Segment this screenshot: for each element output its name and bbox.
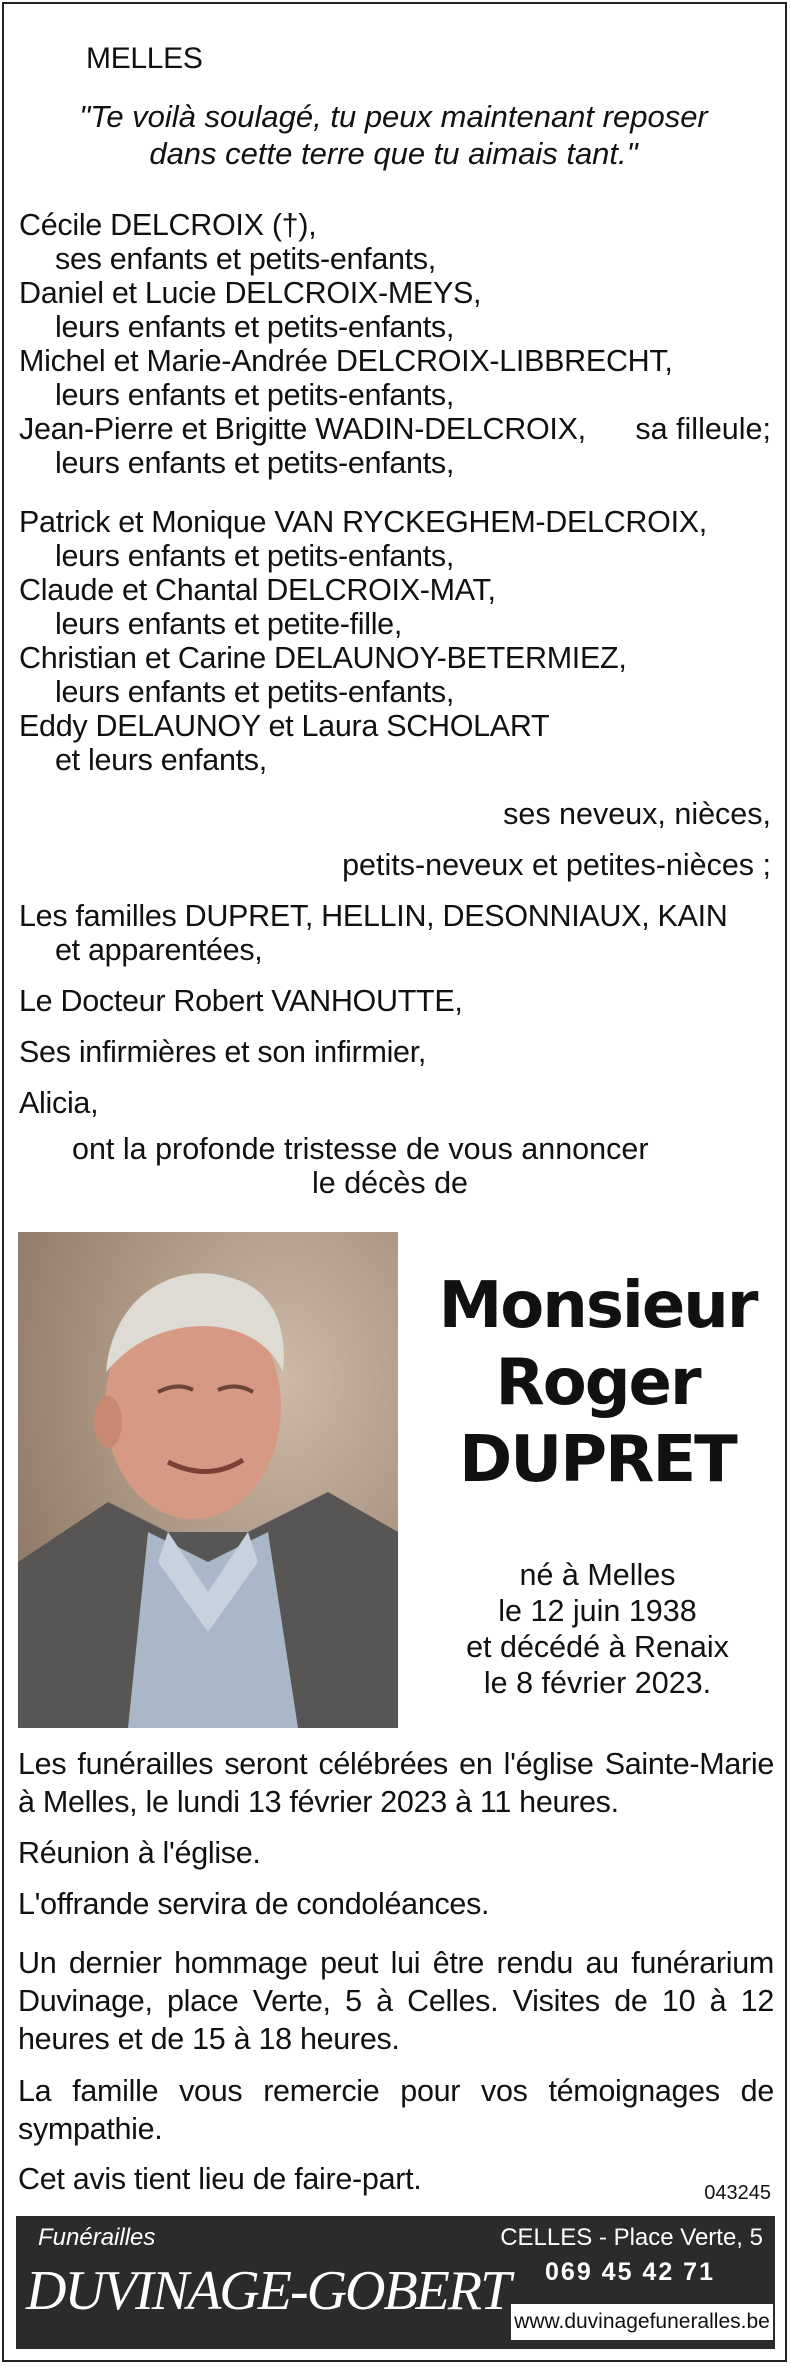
- family-line: Cécile DELCROIX (†),: [19, 208, 317, 242]
- funeral-details: Les funérailles seront célébrées en l'église Sainte-Marie à Melles, le lundi 13 février 2023 à 11 heures.: [18, 1747, 774, 1819]
- announcement-line: ont la profonde tristesse de vous annoncer: [72, 1132, 649, 1166]
- family-line: Patrick et Monique VAN RYCKEGHEM-DELCROIX,: [19, 505, 707, 539]
- funeral-home-banner: [16, 2216, 775, 2349]
- quote-line-1: "Te voilà soulagé, tu peux maintenant reposer: [79, 99, 708, 134]
- family-line: Claude et Chantal DELCROIX-MAT,: [19, 573, 496, 607]
- family-line: et leurs enfants,: [55, 743, 267, 777]
- deceased-first-name: Roger: [495, 1346, 700, 1420]
- banner-phone: 069 45 42 71: [545, 2258, 715, 2286]
- portrait-photo: [18, 1232, 398, 1728]
- family-line: Alicia,: [19, 1086, 99, 1120]
- meeting-note: Réunion à l'église.: [18, 1836, 261, 1870]
- offering-note: L'offrande servira de condoléances.: [18, 1887, 490, 1921]
- family-line: Michel et Marie-Andrée DELCROIX-LIBBRECHT,: [19, 344, 673, 378]
- announcement-line: le décès de: [312, 1166, 468, 1200]
- banner-address: CELLES - Place Verte, 5: [500, 2224, 763, 2251]
- quote-line-2: dans cette terre que tu aimais tant.": [149, 136, 638, 171]
- family-line: leurs enfants et petits-enfants,: [55, 539, 454, 573]
- family-line: leurs enfants et petits-enfants,: [55, 446, 454, 480]
- family-line: leurs enfants et petits-enfants,: [55, 378, 454, 412]
- family-line: leurs enfants et petits-enfants,: [55, 310, 454, 344]
- family-line: et apparentées,: [55, 933, 263, 967]
- family-line: Daniel et Lucie DELCROIX-MEYS,: [19, 276, 482, 310]
- family-line: Jean-Pierre et Brigitte WADIN-DELCROIX,: [19, 412, 586, 446]
- family-line: Eddy DELAUNOY et Laura SCHOLART: [19, 709, 550, 743]
- thanks-note: La famille vous remercie pour vos témoignages de sympathie.: [18, 2074, 774, 2146]
- family-line: leurs enfants et petits-enfants,: [55, 675, 454, 709]
- banner-label: Funérailles: [38, 2224, 156, 2251]
- family-line: leurs enfants et petite-fille,: [55, 607, 403, 641]
- family-line: Christian et Carine DELAUNOY-BETERMIEZ,: [19, 641, 627, 675]
- goddaughter-note: sa filleule;: [635, 412, 771, 446]
- birth-date: le 12 juin 1938: [498, 1594, 697, 1628]
- banner-brand: DUVINAGE-GOBERT: [26, 2260, 510, 2322]
- town-heading: MELLES: [86, 42, 203, 75]
- deceased-title: Monsieur: [438, 1269, 757, 1343]
- family-line: ses neveux, nièces,: [503, 797, 771, 831]
- deceased-last-name: DUPRET: [459, 1423, 736, 1497]
- death-place: et décédé à Renaix: [466, 1630, 729, 1664]
- birth-place: né à Melles: [519, 1558, 676, 1592]
- family-line: petits-neveux et petites-nièces ;: [342, 848, 771, 882]
- death-date: le 8 février 2023.: [483, 1666, 712, 1700]
- portrait-icon: [18, 1232, 398, 1728]
- notice-note: Cet avis tient lieu de faire-part.: [18, 2162, 422, 2196]
- tribute-details: Un dernier hommage peut lui être rendu au funérarium Duvinage, place Verte, 5 à Celles. Visites de 10 à 12 heures et de 15 à 18 heures.: [18, 1946, 774, 2056]
- family-line: Les familles DUPRET, HELLIN, DESONNIAUX, KAIN: [19, 899, 728, 933]
- reference-number: 043245: [704, 2182, 771, 2204]
- family-line: Le Docteur Robert VANHOUTTE,: [19, 984, 463, 1018]
- banner-website-link[interactable]: www.duvinagefuneralles.be: [511, 2304, 773, 2340]
- family-line: ses enfants et petits-enfants,: [55, 242, 436, 276]
- family-line: Ses infirmières et son infirmier,: [19, 1035, 427, 1069]
